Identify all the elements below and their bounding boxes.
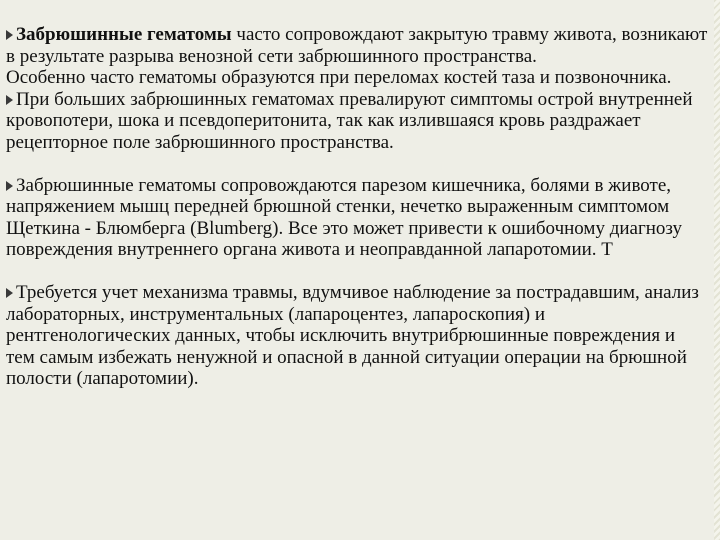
paragraph-3 [6, 89, 708, 154]
triangle-bullet-icon [6, 95, 13, 105]
paragraph-gap [6, 154, 708, 175]
slide-text [6, 24, 708, 390]
paragraph-4-text: Забрюшинные гематомы сопровождаются парезом кишечника, болями в животе, напряжением мышц передней брюшной стенки, нечетко выраженным симптомом Щеткина - Блюмберга (Blumberg). Все это может привести к ошибочному диагнозу повреждения внутреннего органа живота и неоправданной лапаротомии. Т [6, 174, 683, 261]
paragraph-1-bold-term: Забрюшинные гематомы [16, 24, 232, 45]
paragraph-gap [6, 261, 708, 282]
triangle-bullet-icon [6, 181, 13, 191]
paragraph-1-text: часто сопровождают закрытую травму живота, возникают в результате разрыва венозной сети забрюшинного пространства. [6, 24, 708, 67]
paragraph-4 [6, 175, 708, 261]
decorative-stripe [714, 0, 720, 540]
paragraph-5-text: Требуется учет механизма травмы, вдумчивое наблюдение за пострадавшим, анализ лабораторных, инструментальных (лапароцентез, лапароскопия) и рентгенологических данных, чтобы исключить внутрибрюшинные повреждения и тем самым избежать ненужной и опасной в данной ситуации операции на брюшной полости (лапаротомии). [6, 281, 699, 390]
triangle-bullet-icon [6, 288, 13, 298]
paragraph-5 [6, 282, 708, 390]
paragraph-2 [6, 67, 708, 89]
paragraph-3-text: При больших забрюшинных гематомах превалируют симптомы острой внутренней кровопотери, шока и псевдоперитонита, так как излившаяся кровь раздражает рецепторное поле забрюшинного пространства. [6, 88, 693, 153]
paragraph-1 [6, 24, 708, 67]
triangle-bullet-icon [6, 30, 13, 40]
paragraph-2-text: Особенно часто гематомы образуются при переломах костей таза и позвоночника. [6, 67, 672, 89]
